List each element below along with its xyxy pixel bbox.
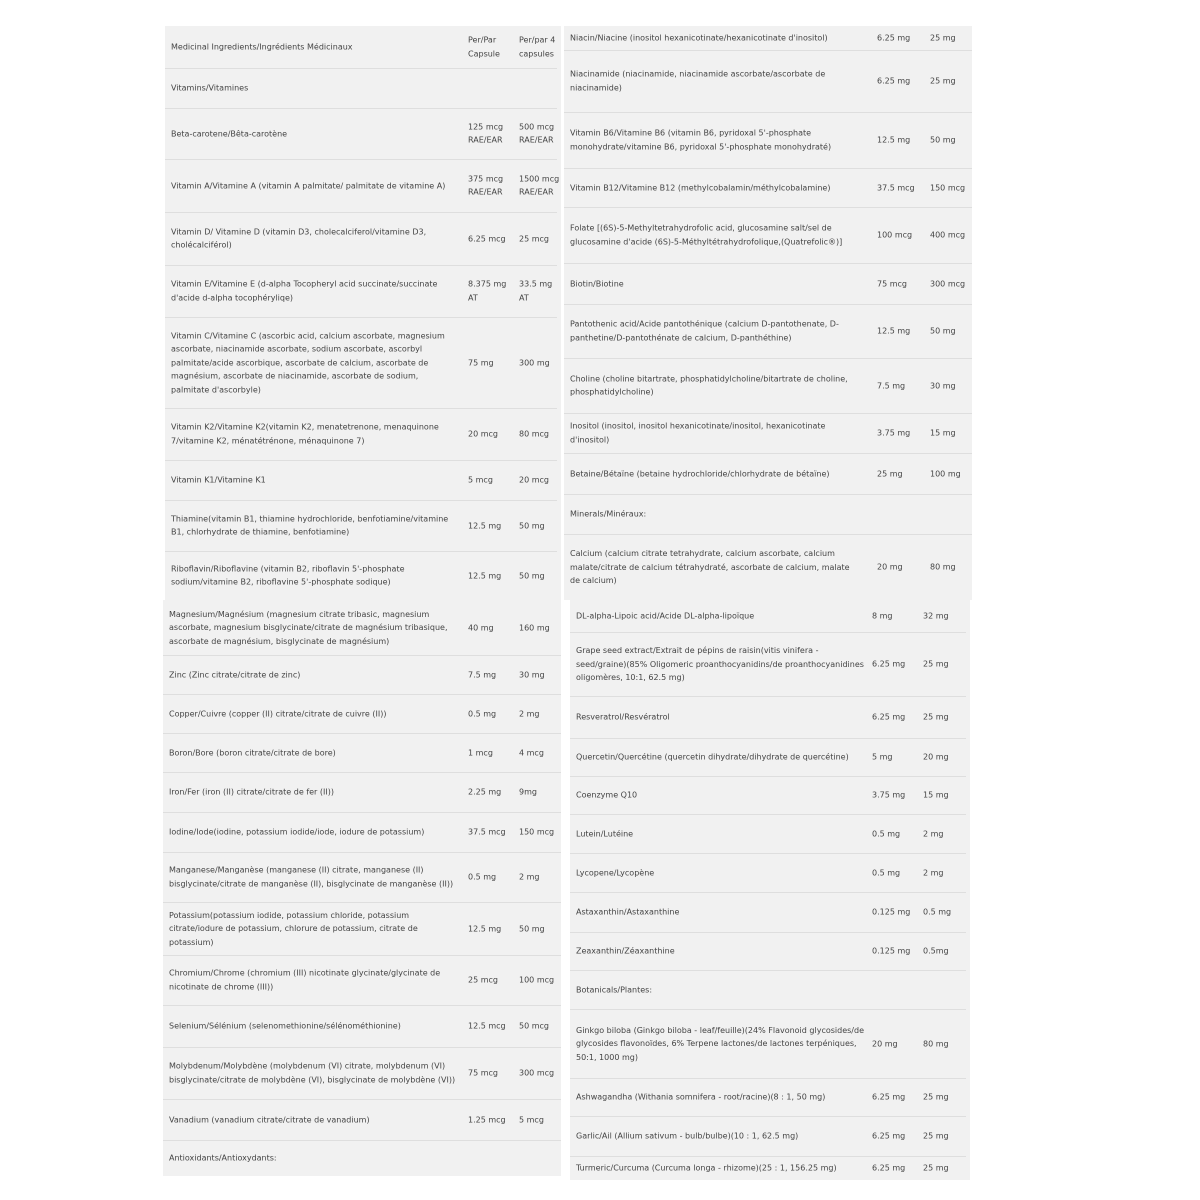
table-row	[570, 776, 966, 815]
amount-per-capsule: 12.5 mcg	[468, 1021, 506, 1031]
table-row	[564, 168, 972, 208]
table-row	[165, 68, 557, 109]
table-row	[564, 263, 972, 305]
amount-per-4-capsules: 25 mg	[923, 659, 949, 669]
table-row	[570, 1156, 966, 1180]
table-row	[163, 733, 561, 773]
ingredient-name: Riboflavin/Riboflavine (vitamin B2, riboflavin 5'-phosphate sodium/vitamine B2, riboflavine 5'-phosphate sodique)	[171, 564, 405, 587]
amount-per-capsule: 6.25 mg	[872, 1092, 906, 1102]
ingredient-name: Resveratrol/Resvératrol	[576, 712, 670, 722]
ingredient-name: Vitamin E/Vitamine E (d-alpha Tocopheryl acid succinate/succinate d'acide d-alpha tocophéryliqe)	[171, 279, 438, 302]
table-row	[570, 696, 966, 739]
amount-per-4-capsules: 15 mg	[930, 428, 956, 438]
ingredient-name: Pantothenic acid/Acide pantothénique (calcium D-pantothenate, D-panthetine/D-pantothénate de calcium, D-panthéthine)	[570, 319, 839, 342]
amount-per-4-capsules: 150 mcg	[519, 827, 555, 837]
ingredients-table-bottom-right	[570, 600, 970, 1180]
amount-per-capsule: 5 mg	[872, 752, 893, 762]
table-row	[165, 26, 557, 69]
amount-per-capsule: Per/Par Capsule	[468, 35, 500, 58]
table-row	[570, 600, 966, 633]
table-row	[163, 772, 561, 813]
amount-per-4-capsules: 25 mg	[923, 1131, 949, 1141]
amount-per-capsule: 7.5 mg	[468, 669, 497, 679]
amount-per-4-capsules: 1500 mcg RAE/EAR	[519, 174, 560, 197]
ingredient-name: Folate [(6S)-5-Methyltetrahydrofolic acid, glucosamine salt/sel de glucosamine d'acide (6S)-5-Méthyltétrahydrofolique,(Quatrefolic®)]	[570, 223, 843, 246]
table-row	[165, 212, 557, 266]
ingredient-name: Iodine/Iode(iodine, potassium iodide/iode, iodure de potassium)	[169, 827, 425, 837]
amount-per-capsule: 5 mcg	[468, 475, 493, 485]
amount-per-capsule: 6.25 mg	[872, 1131, 906, 1141]
amount-per-capsule: 25 mcg	[468, 975, 498, 985]
table-row	[163, 955, 561, 1006]
ingredient-name: Manganese/Manganèse (manganese (II) citrate, manganese (II) bisglycinate/citrate de manganèse (II), bisglycinate de manganèse (II))	[169, 865, 454, 888]
ingredient-name: DL-alpha-Lipoic acid/Acide DL-alpha-lipoïque	[576, 611, 755, 621]
amount-per-4-capsules: 25 mcg	[519, 233, 549, 243]
amount-per-4-capsules: 15 mg	[923, 790, 949, 800]
table-row	[564, 494, 972, 535]
ingredient-name: Vitamin B12/Vitamine B12 (methylcobalamin/méthylcobalamine)	[570, 182, 831, 192]
ingredient-name: Niacin/Niacine (inositol hexanicotinate/hexanicotinate d'inositol)	[570, 33, 828, 43]
amount-per-4-capsules: 150 mcg	[930, 182, 966, 192]
amount-per-4-capsules: 50 mg	[519, 570, 545, 580]
amount-per-4-capsules: 30 mg	[930, 380, 956, 390]
table-row	[570, 932, 966, 971]
table-row	[570, 892, 966, 933]
amount-per-4-capsules: 80 mg	[923, 1038, 949, 1048]
table-row	[165, 317, 557, 409]
amount-per-4-capsules: 25 mg	[923, 1092, 949, 1102]
table-row	[570, 1116, 966, 1157]
table-row	[165, 265, 557, 318]
amount-per-capsule: 375 mcg RAE/EAR	[468, 174, 504, 197]
amount-per-capsule: 7.5 mg	[877, 380, 906, 390]
amount-per-capsule: 0.5 mg	[872, 867, 901, 877]
amount-per-4-capsules: 80 mg	[930, 562, 956, 572]
ingredient-name: Betaine/Bétaïne (betaine hydrochloride/chlorhydrate de bétaïne)	[570, 468, 830, 478]
table-row	[564, 534, 972, 600]
amount-per-4-capsules: 80 mcg	[519, 429, 549, 439]
amount-per-4-capsules: 2 mg	[923, 828, 944, 838]
amount-per-4-capsules: 2 mg	[519, 872, 540, 882]
amount-per-4-capsules: 50 mcg	[519, 1021, 549, 1031]
amount-per-4-capsules: 300 mcg	[519, 1068, 555, 1078]
amount-per-capsule: 6.25 mg	[877, 33, 911, 43]
ingredient-name: Chromium/Chrome (chromium (III) nicotinate glycinate/glycinate de nicotinate de chrome (III))	[169, 968, 441, 991]
ingredient-name: Boron/Bore (boron citrate/citrate de bore)	[169, 747, 336, 757]
amount-per-4-capsules: 20 mg	[923, 752, 949, 762]
amount-per-capsule: 100 mcg	[877, 230, 913, 240]
amount-per-capsule: 12.5 mg	[468, 520, 502, 530]
table-row	[564, 304, 972, 359]
amount-per-4-capsules: 32 mg	[923, 611, 949, 621]
amount-per-capsule: 8 mg	[872, 611, 893, 621]
ingredient-name: Magnesium/Magnésium (magnesium citrate tribasic, magnesium ascorbate, magnesium bisglycinate/citrate de magnésium tribasique, ascorbate de magnésium, bisglycinate de magnésium)	[169, 609, 448, 646]
table-row	[564, 358, 972, 414]
amount-per-4-capsules: 50 mg	[519, 520, 545, 530]
ingredient-name: Choline (choline bitartrate, phosphatidylcholine/bitartrate de choline, phosphatidylcholine)	[570, 374, 848, 397]
amount-per-capsule: 1 mcg	[468, 747, 493, 757]
table-row	[564, 112, 972, 169]
amount-per-capsule: 20 mg	[877, 562, 903, 572]
ingredient-name: Potassium(potassium iodide, potassium chloride, potassium citrate/iodure de potassium, chlorure de potassium, citrate de potassium)	[169, 910, 418, 947]
amount-per-capsule: 75 mcg	[877, 278, 907, 288]
ingredient-name: Vitamin K1/Vitamine K1	[171, 475, 266, 485]
amount-per-capsule: 75 mg	[468, 357, 494, 367]
table-row	[165, 551, 557, 600]
amount-per-4-capsules: 20 mcg	[519, 475, 549, 485]
table-row	[165, 108, 557, 160]
amount-per-capsule: 12.5 mg	[877, 326, 911, 336]
ingredient-name: Quercetin/Quercétine (quercetin dihydrate/dihydrate de quercétine)	[576, 752, 849, 762]
amount-per-4-capsules: Per/par 4 capsules	[519, 35, 556, 58]
table-row	[564, 50, 972, 113]
amount-per-4-capsules: 100 mcg	[519, 975, 555, 985]
amount-per-capsule: 2.25 mg	[468, 787, 502, 797]
ingredient-name: Calcium (calcium citrate tetrahydrate, calcium ascorbate, calcium malate/citrate de calcium tétrahydraté, ascorbate de calcium, malate de calcium)	[570, 548, 850, 585]
amount-per-4-capsules: 9mg	[519, 787, 537, 797]
ingredient-name: Turmeric/Curcuma (Curcuma longa - rhizome)(25 : 1, 156.25 mg)	[576, 1163, 837, 1173]
table-row	[570, 853, 966, 893]
table-row	[163, 1005, 561, 1048]
amount-per-capsule: 3.75 mg	[877, 428, 911, 438]
table-row	[163, 600, 561, 656]
table-row	[163, 852, 561, 903]
amount-per-capsule: 6.25 mg	[872, 1163, 906, 1173]
ingredient-name: Inositol (inositol, inositol hexanicotinate/inositol, hexanicotinate d'inositol)	[570, 421, 826, 444]
amount-per-4-capsules: 400 mcg	[930, 230, 966, 240]
amount-per-capsule: 12.5 mg	[877, 135, 911, 145]
amount-per-4-capsules: 25 mg	[923, 1163, 949, 1173]
ingredient-name: Vitamin A/Vitamine A (vitamin A palmitate/ palmitate de vitamine A)	[171, 180, 446, 190]
table-row	[564, 413, 972, 454]
amount-per-capsule: 6.25 mg	[872, 659, 906, 669]
ingredient-name: Grape seed extract/Extrait de pépins de raisin(vitis vinifera - seed/graine)(85% Oligomeric proanthocyanidins/de proanthocyanidines oligomères, 10:1, 62.5 mg)	[576, 645, 864, 682]
table-row	[570, 738, 966, 777]
ingredient-name: Niacinamide (niacinamide, niacinamide ascorbate/ascorbate de niacinamide)	[570, 69, 826, 92]
ingredient-name: Vitamin D/ Vitamine D (vitamin D3, cholecalciferol/vitamine D3, cholécalciférol)	[171, 227, 427, 250]
amount-per-4-capsules: 100 mg	[930, 468, 961, 478]
ingredient-name: Botanicals/Plantes:	[576, 984, 653, 994]
ingredients-table-top-left	[165, 26, 561, 600]
table-row	[570, 970, 966, 1010]
ingredient-name: Vanadium (vanadium citrate/citrate de vanadium)	[169, 1114, 370, 1124]
amount-per-capsule: 3.75 mg	[872, 790, 906, 800]
amount-per-4-capsules: 50 mg	[930, 135, 956, 145]
ingredient-name: Lutein/Lutéine	[576, 828, 634, 838]
table-row	[163, 902, 561, 956]
ingredient-name: Copper/Cuivre (copper (II) citrate/citrate de cuivre (II))	[169, 708, 387, 718]
amount-per-capsule: 20 mcg	[468, 429, 498, 439]
table-row	[163, 694, 561, 734]
ingredient-name: Selenium/Sélénium (selenomethionine/sélénométhionine)	[169, 1021, 401, 1031]
amount-per-capsule: 12.5 mg	[468, 570, 502, 580]
amount-per-4-capsules: 4 mcg	[519, 747, 544, 757]
ingredient-name: Minerals/Minéraux:	[570, 509, 647, 519]
amount-per-capsule: 20 mg	[872, 1038, 898, 1048]
amount-per-capsule: 40 mg	[468, 622, 494, 632]
ingredients-table-top-right	[564, 26, 972, 600]
amount-per-4-capsules: 2 mg	[923, 867, 944, 877]
amount-per-4-capsules: 50 mg	[519, 923, 545, 933]
amount-per-capsule: 37.5 mcg	[877, 182, 915, 192]
amount-per-4-capsules: 25 mg	[923, 712, 949, 722]
amount-per-capsule: 75 mcg	[468, 1068, 498, 1078]
ingredient-name: Beta-carotene/Bêta-carotène	[171, 128, 288, 138]
ingredient-name: Vitamin K2/Vitamine K2(vitamin K2, menatetrenone, menaquinone 7/vitamine K2, ménatétrénone, ménaquinone 7)	[171, 422, 439, 445]
table-row	[165, 500, 557, 552]
ingredient-name: Biotin/Biotine	[570, 278, 624, 288]
amount-per-4-capsules: 0.5mg	[923, 946, 949, 956]
ingredient-name: Astaxanthin/Astaxanthine	[576, 907, 680, 917]
amount-per-4-capsules: 2 mg	[519, 708, 540, 718]
table-row	[163, 1099, 561, 1141]
amount-per-4-capsules: 300 mg	[519, 357, 550, 367]
ingredient-name: Molybdenum/Molybdène (molybdenum (VI) citrate, molybdenum (VI) bisglycinate/citrate de molybdène (VI), bisglycinate de molybdène (VI))	[169, 1061, 456, 1084]
table-row	[165, 408, 557, 461]
amount-per-4-capsules: 160 mg	[519, 622, 550, 632]
table-row	[570, 632, 966, 697]
ingredient-name: Medicinal Ingredients/Ingrédients Médicinaux	[171, 42, 353, 52]
amount-per-4-capsules: 0.5 mg	[923, 907, 952, 917]
ingredient-name: Antioxidants/Antioxydants:	[169, 1153, 277, 1163]
amount-per-capsule: 0.125 mg	[872, 946, 911, 956]
amount-per-4-capsules: 300 mcg	[930, 278, 966, 288]
amount-per-capsule: 125 mcg RAE/EAR	[468, 122, 504, 145]
amount-per-4-capsules: 33.5 mg AT	[519, 279, 553, 302]
amount-per-capsule: 37.5 mcg	[468, 827, 506, 837]
ingredients-table-bottom-left	[163, 600, 561, 1176]
amount-per-capsule: 6.25 mg	[872, 712, 906, 722]
table-row	[163, 812, 561, 853]
amount-per-capsule: 25 mg	[877, 468, 903, 478]
amount-per-capsule: 6.25 mg	[877, 76, 911, 86]
amount-per-capsule: 6.25 mcg	[468, 233, 506, 243]
amount-per-4-capsules: 5 mcg	[519, 1114, 544, 1124]
amount-per-capsule: 12.5 mg	[468, 923, 502, 933]
ingredient-name: Iron/Fer (iron (II) citrate/citrate de fer (II))	[169, 787, 334, 797]
amount-per-4-capsules: 30 mg	[519, 669, 545, 679]
amount-per-capsule: 1.25 mcg	[468, 1114, 506, 1124]
amount-per-4-capsules: 25 mg	[930, 33, 956, 43]
amount-per-capsule: 0.5 mg	[872, 828, 901, 838]
ingredient-name: Vitamins/Vitamines	[171, 83, 249, 93]
amount-per-capsule: 0.5 mg	[468, 708, 497, 718]
table-row	[570, 1009, 966, 1079]
table-row	[165, 159, 560, 213]
table-row	[564, 207, 972, 264]
ingredient-name: Vitamin C/Vitamine C (ascorbic acid, calcium ascorbate, magnesium ascorbate, niacinamide ascorbate, sodium ascorbate, ascorbyl palmitate/acide ascorbique, ascorbate de calcium, ascorbate de magnésium, ascorbate de niacinamide, ascorbate de sodium, palmitate d'ascorbyle)	[171, 330, 445, 394]
table-row	[570, 1078, 966, 1117]
table-row	[163, 1047, 561, 1100]
amount-per-capsule: 0.125 mg	[872, 907, 911, 917]
amount-per-4-capsules: 25 mg	[930, 76, 956, 86]
table-row	[570, 814, 966, 854]
ingredient-name: Thiamine(vitamin B1, thiamine hydrochloride, benfotiamine/vitamine B1, chlorhydrate de thiamine, benfotiamine)	[171, 514, 449, 537]
ingredient-name: Coenzyme Q10	[576, 790, 638, 800]
ingredient-name: Garlic/Ail (Allium sativum - bulb/bulbe)(10 : 1, 62.5 mg)	[576, 1131, 799, 1141]
table-row	[163, 655, 561, 695]
ingredient-name: Zinc (Zinc citrate/citrate de zinc)	[169, 669, 301, 679]
ingredient-name: Ginkgo biloba (Ginkgo biloba - leaf/feuille)(24% Flavonoid glycosides/de glycosides flavonoïdes, 6% Terpene lactones/de lactones terpéniques, 50:1, 1000 mg)	[576, 1025, 864, 1062]
table-row	[163, 1140, 561, 1176]
amount-per-4-capsules: 50 mg	[930, 326, 956, 336]
ingredient-name: Vitamin B6/Vitamine B6 (vitamin B6, pyridoxal 5'-phosphate monohydrate/vitamine B6, pyridoxal 5'-phosphate monohydraté)	[570, 128, 832, 151]
amount-per-4-capsules: 500 mcg RAE/EAR	[519, 122, 555, 145]
ingredient-name: Lycopene/Lycopène	[576, 867, 655, 877]
table-row	[165, 460, 557, 501]
ingredient-name: Ashwagandha (Withania somnifera - root/racine)(8 : 1, 50 mg)	[576, 1092, 826, 1102]
ingredient-name: Zeaxanthin/Zéaxanthine	[576, 946, 675, 956]
table-row	[564, 453, 972, 495]
table-row	[564, 26, 972, 51]
amount-per-capsule: 8.375 mg AT	[468, 279, 507, 302]
amount-per-capsule: 0.5 mg	[468, 872, 497, 882]
